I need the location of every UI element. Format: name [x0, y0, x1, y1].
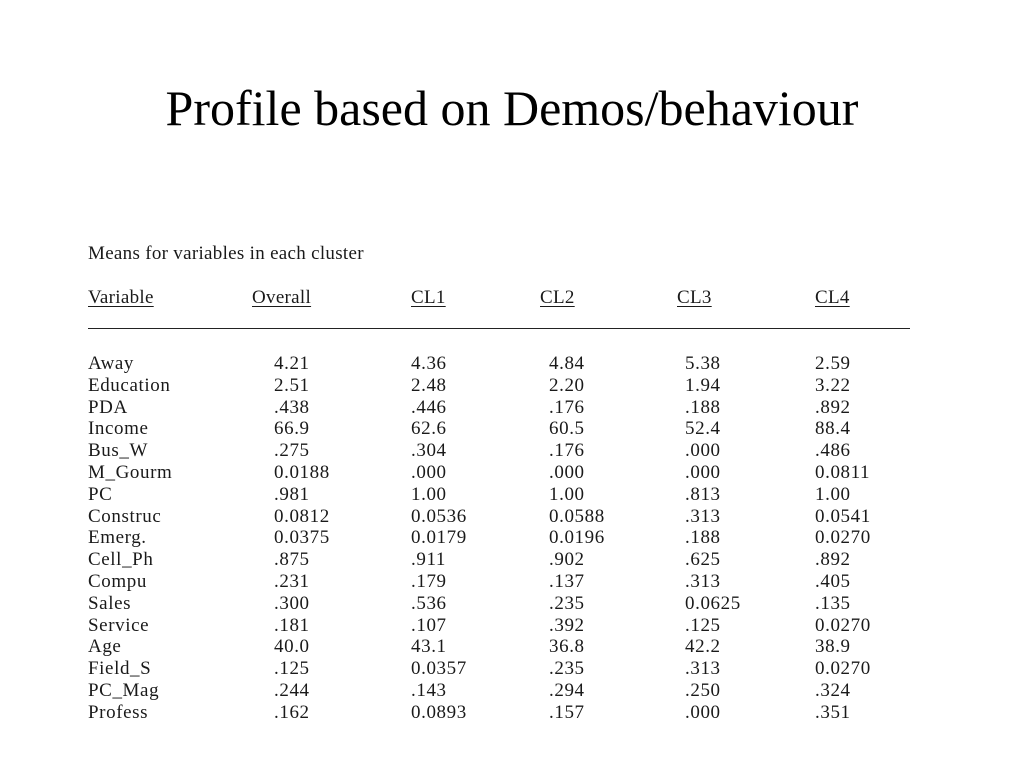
table-value-cell: 2.20 — [549, 374, 585, 396]
table-value-cell: .157 — [549, 701, 585, 723]
table-value-cell: .235 — [549, 658, 585, 680]
table-value-cell: .125 — [685, 614, 721, 636]
table-value-cell: .188 — [685, 527, 721, 549]
table-value-cell: .176 — [549, 396, 585, 418]
table-value-cell: .892 — [815, 549, 851, 571]
table-value-cell: 40.0 — [274, 636, 310, 658]
table-value-cell: 0.0375 — [274, 527, 330, 549]
table-value-cell: 1.94 — [685, 374, 721, 396]
table-value-cell: 38.9 — [815, 636, 851, 658]
table-row — [88, 615, 912, 637]
table-value-cell: .911 — [411, 549, 446, 571]
table-value-cell: .000 — [685, 461, 721, 483]
table-value-cell: 0.0811 — [815, 461, 871, 483]
table-row — [88, 549, 912, 571]
header-cl2: CL2 — [540, 287, 575, 308]
table-value-cell: 88.4 — [815, 418, 851, 440]
variable-name-cell: Field_S — [88, 658, 152, 680]
table-caption: Means for variables in each cluster — [88, 243, 364, 264]
table-value-cell: .000 — [411, 461, 447, 483]
cluster-means-table — [88, 240, 912, 723]
table-value-cell: .162 — [274, 701, 310, 723]
table-value-cell: .902 — [549, 549, 585, 571]
table-value-cell: .125 — [274, 658, 310, 680]
table-value-cell: .294 — [549, 679, 585, 701]
table-value-cell: .143 — [411, 679, 447, 701]
table-value-cell: 60.5 — [549, 418, 585, 440]
table-value-cell: .235 — [549, 592, 585, 614]
table-row — [88, 658, 912, 680]
table-value-cell: .981 — [274, 483, 310, 505]
table-row — [88, 571, 912, 593]
table-row — [88, 375, 912, 397]
header-cl3: CL3 — [677, 287, 712, 308]
variable-name-cell: PC_Mag — [88, 679, 160, 701]
table-value-cell: .244 — [274, 679, 310, 701]
slide-title: Profile based on Demos/behaviour — [165, 80, 859, 136]
table-row — [88, 506, 912, 528]
table-row — [88, 702, 912, 724]
table-row — [88, 397, 912, 419]
table-body — [88, 353, 912, 724]
table-value-cell: .107 — [411, 614, 447, 636]
table-value-cell: 0.0541 — [815, 505, 871, 527]
table-value-cell: .313 — [685, 570, 721, 592]
table-value-cell: .351 — [815, 701, 851, 723]
table-value-cell: .536 — [411, 592, 447, 614]
table-value-cell: .137 — [549, 570, 585, 592]
table-value-cell: .392 — [549, 614, 585, 636]
table-value-cell: 0.0188 — [274, 461, 330, 483]
table-value-cell: 2.51 — [274, 374, 310, 396]
table-value-cell: 4.21 — [274, 353, 310, 374]
table-value-cell: .231 — [274, 570, 310, 592]
table-value-cell: 42.2 — [685, 636, 721, 658]
table-row — [88, 636, 912, 658]
table-value-cell: 0.0893 — [411, 701, 467, 723]
table-value-cell: 0.0270 — [815, 658, 871, 680]
table-value-cell: .188 — [685, 396, 721, 418]
table-value-cell: 2.48 — [411, 374, 447, 396]
table-value-cell: 1.00 — [815, 483, 851, 505]
table-value-cell: .813 — [685, 483, 721, 505]
variable-name-cell: M_Gourm — [88, 461, 173, 483]
table-value-cell: .486 — [815, 440, 851, 462]
table-header-row — [88, 284, 912, 316]
table-value-cell: 0.0196 — [549, 527, 605, 549]
variable-name-cell: Profess — [88, 701, 149, 723]
table-value-cell: 0.0179 — [411, 527, 467, 549]
table-value-cell: .000 — [549, 461, 585, 483]
variable-name-cell: PC — [88, 483, 113, 505]
table-value-cell: 0.0588 — [549, 505, 605, 527]
table-row — [88, 680, 912, 702]
header-variable: Variable — [88, 287, 154, 308]
table-value-cell: .000 — [685, 440, 721, 462]
table-value-cell: 1.00 — [411, 483, 447, 505]
table-value-cell: 4.36 — [411, 353, 447, 374]
header-cl4: CL4 — [815, 287, 850, 308]
table-row — [88, 484, 912, 506]
variable-name-cell: Away — [88, 353, 135, 374]
table-value-cell: .313 — [685, 658, 721, 680]
table-value-cell: .181 — [274, 614, 310, 636]
header-divider — [88, 328, 910, 329]
table-value-cell: 36.8 — [549, 636, 585, 658]
table-row — [88, 418, 912, 440]
variable-name-cell: Education — [88, 374, 171, 396]
table-row — [88, 440, 912, 462]
table-value-cell: .300 — [274, 592, 310, 614]
table-value-cell: .446 — [411, 396, 447, 418]
table-value-cell: 52.4 — [685, 418, 721, 440]
variable-name-cell: Bus_W — [88, 440, 148, 462]
table-value-cell: 0.0270 — [815, 527, 871, 549]
table-value-cell: .304 — [411, 440, 447, 462]
variable-name-cell: Construc — [88, 505, 162, 527]
table-row — [88, 462, 912, 484]
variable-name-cell: Service — [88, 614, 150, 636]
table-value-cell: 4.84 — [549, 353, 585, 374]
variable-name-cell: Emerg. — [88, 527, 147, 549]
table-value-cell: 2.59 — [815, 353, 851, 374]
table-value-cell: .000 — [685, 701, 721, 723]
table-row — [88, 593, 912, 615]
variable-name-cell: PDA — [88, 396, 128, 418]
variable-name-cell: Age — [88, 636, 122, 658]
table-value-cell: 62.6 — [411, 418, 447, 440]
table-value-cell: .438 — [274, 396, 310, 418]
variable-name-cell: Compu — [88, 570, 147, 592]
table-value-cell: 0.0812 — [274, 505, 330, 527]
table-value-cell: .250 — [685, 679, 721, 701]
table-value-cell: 3.22 — [815, 374, 851, 396]
table-value-cell: .135 — [815, 592, 851, 614]
table-value-cell: .875 — [274, 549, 310, 571]
table-value-cell: .275 — [274, 440, 310, 462]
table-value-cell: 0.0357 — [411, 658, 467, 680]
table-value-cell: 0.0270 — [815, 614, 871, 636]
header-overall: Overall — [252, 287, 312, 308]
table-value-cell: .179 — [411, 570, 447, 592]
variable-name-cell: Cell_Ph — [88, 549, 154, 571]
table-value-cell: 43.1 — [411, 636, 447, 658]
table-value-cell: .176 — [549, 440, 585, 462]
table-value-cell: .405 — [815, 570, 851, 592]
table-row — [88, 527, 912, 549]
table-value-cell: 1.00 — [549, 483, 585, 505]
table-row — [88, 353, 912, 375]
table-value-cell: .324 — [815, 679, 851, 701]
variable-name-cell: Sales — [88, 592, 132, 614]
table-value-cell: 0.0536 — [411, 505, 467, 527]
table-value-cell: 0.0625 — [685, 592, 741, 614]
table-value-cell: .892 — [815, 396, 851, 418]
header-cl1: CL1 — [411, 287, 446, 308]
table-value-cell: 5.38 — [685, 353, 721, 374]
table-value-cell: .313 — [685, 505, 721, 527]
table-value-cell: .625 — [685, 549, 721, 571]
table-value-cell: 66.9 — [274, 418, 310, 440]
variable-name-cell: Income — [88, 418, 149, 440]
